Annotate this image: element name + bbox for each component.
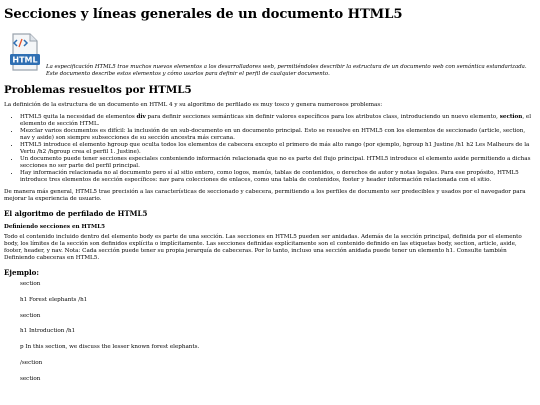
- html-logo-label: HTML: [12, 55, 38, 65]
- list-item: • HTML5 introduce el elemento hgroup que oculta todos los elementos de cabecera excepto el primero de más alto rango (por ejemplo, hgroup h1 Justine /h1 h2 Les Malheurs de la Vertu /h2 /hgroup crea el perfil 1. Justine).: [20, 142, 536, 156]
- code-section: section: [499, 114, 523, 120]
- list-item: • Mezclar varios documentos es difícil: la inclusión de un sub-documento en un documento principal. Esto se resuelve en HTML5 con los elementos de seccionado (article, section, nav y aside) son siempre subsecciones de su sección ancestra más cercana.: [20, 128, 536, 142]
- problems-list: [4, 114, 536, 184]
- example-heading: Ejemplo:: [4, 268, 39, 277]
- example-line: section: [20, 281, 41, 287]
- page-title: Secciones y líneas generales de un documento HTML5: [4, 7, 403, 22]
- section-heading-problems: Problemas resueltos por HTML5: [4, 84, 192, 96]
- subheading-defining-sections: Definiendo secciones en HTML5: [4, 224, 106, 230]
- example-line: h1 Forest elephants /h1: [20, 296, 88, 303]
- problems-lead: La definición de la estructura de un documento en HTML 4 y su algoritmo de perfilado es muy tosco y genera numerosos problemas:: [4, 102, 383, 108]
- example-line: /section: [20, 359, 43, 366]
- example-line: p In this section, we discuss the lesser known forest elephants.: [20, 344, 200, 351]
- example-line: section: [20, 375, 41, 382]
- example-line: h1 Introduction /h1: [20, 328, 76, 335]
- html-file-icon: [8, 32, 42, 72]
- list-item: • HTML5 quita la necesidad de elementos div para definir secciones semánticas sin definir valores específicos para los atributos class, introduciendo un nuevo elemento, section, el elemento de sección HTML.: [20, 114, 536, 128]
- code-div: div: [136, 114, 146, 120]
- example-code-block: [4, 281, 536, 383]
- list-item: • Hay información relacionada no al documento pero sí al sitio entero, como logos, menús, tablas de contenidos, o derechos de autor y notas legales. Para ese propósito, HTML5 introduce tres elementos de sección específicos: nav para colecciones de enlaces, como una tabla de contenidos, footer y header información relacionada con el sitio.: [20, 170, 536, 184]
- section-heading-algorithm: El algoritmo de perfilado de HTML5: [4, 209, 148, 218]
- problems-outro: De manera más general, HTML5 trae precisión a las características de seccionado y cabecera, permitiendo a los perfiles de documento ser predecibles y usados por el navegador para mejorar la experiencia de usuario.: [4, 189, 526, 202]
- example-line: section: [20, 312, 41, 319]
- defining-sections-text: Todo el contenido incluido dentro del elemento body es parte de una sección. Las secciones en HTML5 pueden ser anidadas. Además de la sección principal, definida por el elemento body, los límites de la sección son definidos explícita o implícitamente. Las secciones definidas explícitamente son el contenido definido en las etiquetas body, section, article, aside, footer, header, y nav. Nota: Cada sección puede tener su propia jerarquía de cabeceras. Por lo tanto, incluso una sección anidada puede tener un elemento h1. Consulte también Definiendo cabeceras en HTML5.: [4, 234, 522, 261]
- intro-text: La especificación HTML5 trae muchos nuevos elementos a los desarrolladores web, permitiéndoles describir la estructura de un documento web con semántica estandarizada. Este documento describe estos elementos y cómo usarlos para definir el perfil de cualquier documento.: [46, 64, 527, 77]
- intro-block: [4, 32, 536, 78]
- list-item: • Un documento puede tener secciones especiales conteniendo información relacionada que no es parte del flujo principal. HTML5 introduce el elemento aside permitiendo a dichas secciones no ser parte del perfil principal.: [20, 156, 536, 170]
